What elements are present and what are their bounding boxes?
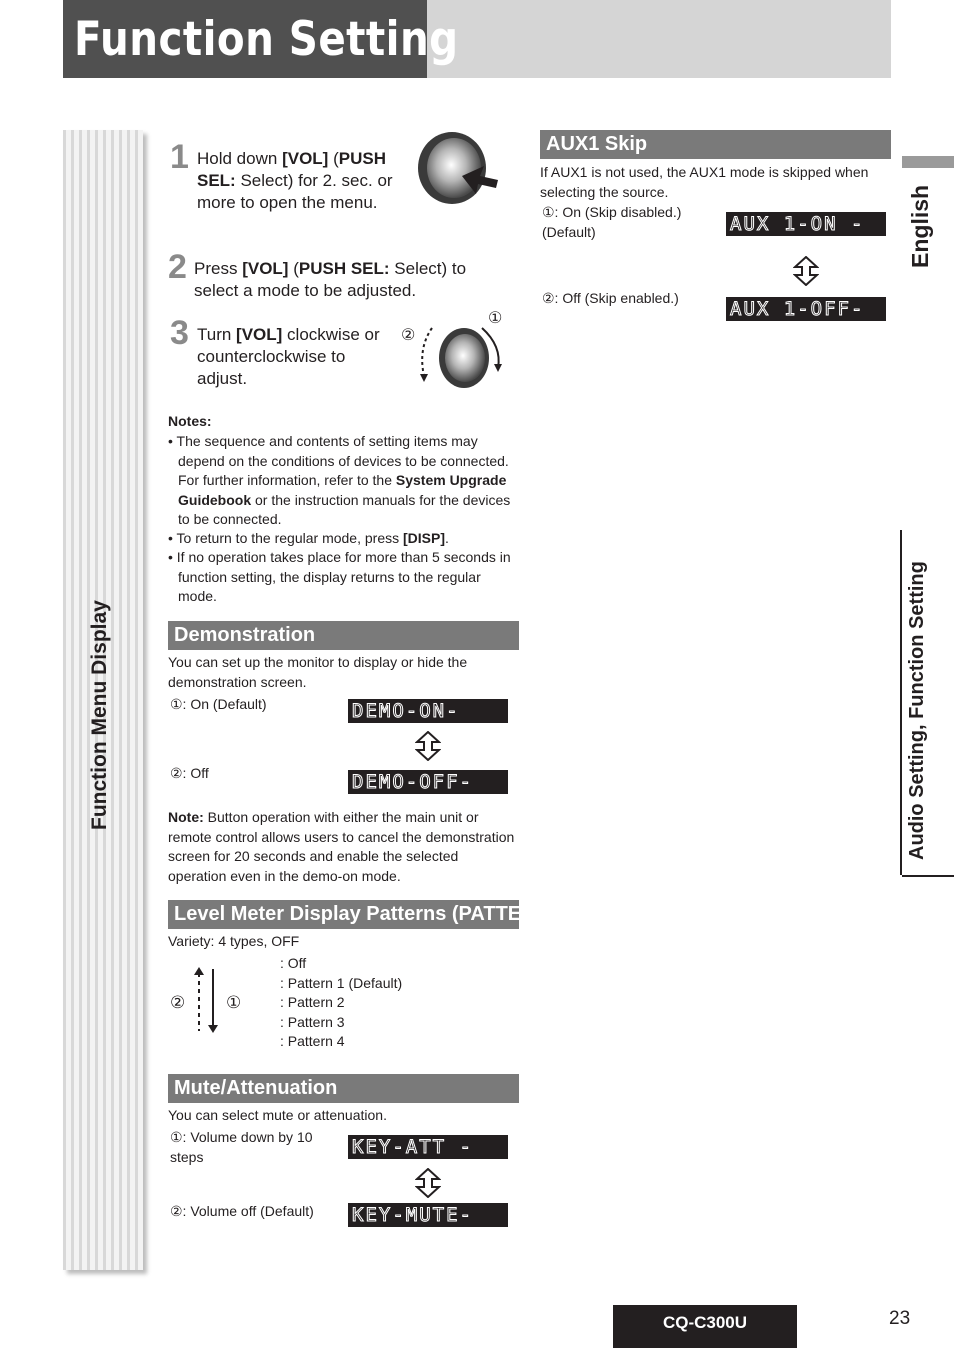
step-1-text: Hold down [VOL] (PUSH SEL: Select) for 2. sec. or more to open the menu. — [197, 149, 393, 212]
lcd-key-att: KEY-ATT - — [348, 1135, 508, 1159]
demonstration-desc: You can set up the monitor to display or hide the demonstration screen. — [168, 654, 468, 690]
aux-option-on: ①: On (Skip disabled.) (Default) — [542, 204, 682, 240]
pattern-ccw-marker: ② — [170, 993, 186, 1012]
demonstration-note: Note: Button operation with either the main unit or remote control allows users to cancel the demonstration screen for 20 seconds and enable the selected operation even in the demo-on mode. — [168, 809, 515, 884]
knob-cw-marker: ① — [488, 310, 503, 327]
aux-option-off: ②: Off (Skip enabled.) — [542, 290, 679, 306]
demonstration-heading: Demonstration — [168, 621, 519, 650]
pattern-item: : Pattern 3 — [280, 1013, 345, 1030]
note-2: • To return to the regular mode, press [DISP]. — [168, 530, 449, 546]
side-strip-label: Function Menu Display — [88, 600, 111, 830]
mute-desc: You can select mute or attenuation. — [168, 1107, 387, 1123]
section-label: Audio Setting, Function Setting — [906, 561, 928, 860]
page-number: 23 — [889, 1308, 911, 1329]
knob-ccw-marker: ② — [401, 327, 416, 344]
section-rule-bottom — [902, 875, 954, 877]
lcd-aux-off: AUX 1-OFF- — [726, 297, 886, 321]
model-number: CQ-C300U — [613, 1305, 797, 1348]
lcd-demo-on: DEMO-ON- — [348, 699, 508, 723]
pattern-item: : Off — [280, 955, 307, 971]
page-title: Function Setting — [74, 12, 459, 67]
mute-option-att: ①: Volume down by 10 steps — [170, 1129, 313, 1165]
demonstration-option-on: ①: On (Default) — [170, 696, 267, 712]
step-2-text: Press [VOL] (PUSH SEL: Select) to select a mode to be adjusted. — [194, 259, 467, 300]
pattern-variety: Variety: 4 types, OFF — [168, 933, 300, 949]
toggle-arrow-icon — [793, 256, 819, 286]
lcd-demo-off: DEMO-OFF- — [348, 770, 508, 794]
step-2-number: 2 — [168, 248, 187, 286]
pattern-list — [280, 954, 402, 1052]
language-tab — [902, 156, 954, 168]
notes-heading: Notes: — [168, 413, 212, 429]
note-1: • The sequence and contents of setting items may depend on the conditions of devices to be connected. For further information, refer to the System Upgrade Guidebook or the instruction manuals for the devices to be connected. — [168, 433, 511, 527]
toggle-arrow-icon — [415, 731, 441, 761]
knob-push-icon — [414, 130, 500, 208]
step-3-number: 3 — [170, 314, 189, 352]
step-3-text: Turn [VOL] clockwise or counterclockwise to adjust. — [197, 325, 380, 388]
pattern-heading: Level Meter Display Patterns (PATTERN) — [168, 900, 519, 929]
section-rule — [900, 530, 902, 875]
step-1-number: 1 — [170, 138, 189, 176]
cycle-arrows-icon — [192, 965, 222, 1037]
toggle-arrow-icon — [415, 1168, 441, 1198]
mute-option-mute: ②: Volume off (Default) — [170, 1203, 314, 1219]
pattern-item: : Pattern 2 — [280, 994, 345, 1011]
mute-heading: Mute/Attenuation — [168, 1074, 519, 1103]
note-3: • If no operation takes place for more than 5 seconds in function setting, the display returns to the regular mode. — [168, 549, 511, 604]
aux-heading: AUX1 Skip — [540, 130, 891, 159]
demonstration-option-off: ②: Off — [170, 765, 209, 781]
pattern-item: : Pattern 4 — [280, 1033, 345, 1050]
pattern-cw-marker: ① — [226, 993, 242, 1012]
aux-desc: If AUX1 is not used, the AUX1 mode is skipped when selecting the source. — [540, 164, 869, 200]
lcd-key-mute: KEY-MUTE- — [348, 1203, 508, 1227]
lcd-aux-on: AUX 1-ON - — [726, 212, 886, 236]
language-label: English — [907, 184, 933, 268]
pattern-item: : Pattern 1 (Default) — [280, 974, 403, 991]
